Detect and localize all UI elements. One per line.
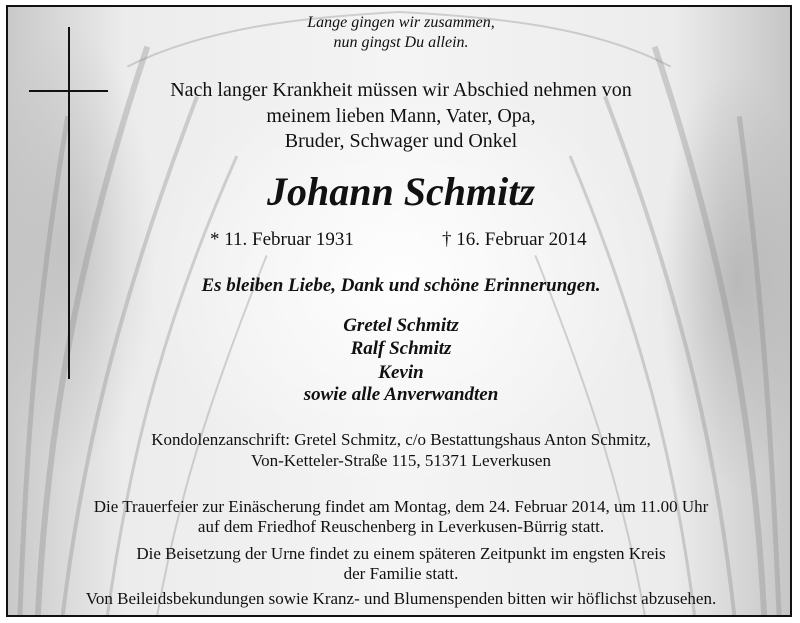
motto-line-2: nun gingst Du allein.	[333, 34, 469, 51]
condolence-address-line-1: Kondolenzanschrift: Gretel Schmitz, c/o Bestattungshaus Anton Schmitz,	[151, 430, 651, 449]
mourner-2: Ralf Schmitz	[350, 338, 452, 359]
burial-info-line-2: der Familie statt.	[343, 564, 459, 583]
death-date: † 16. Februar 2014	[442, 229, 587, 250]
funeral-info-line-2: auf dem Friedhof Reuschenberg in Leverkusen-Bürrig statt.	[197, 517, 605, 536]
obituary-notice	[6, 5, 792, 617]
intro-line-3: Bruder, Schwager und Onkel	[284, 130, 518, 152]
mourner-1: Gretel Schmitz	[343, 315, 459, 336]
birth-date: * 11. Februar 1931	[210, 229, 354, 250]
memorial-quote: Es bleiben Liebe, Dank und schöne Erinnerungen.	[201, 275, 601, 296]
burial-info-line-1: Die Beisetzung der Urne findet zu einem späteren Zeitpunkt im engsten Kreis	[136, 544, 666, 563]
deceased-name: Johann Schmitz	[267, 169, 535, 214]
donation-request: Von Beileidsbekundungen sowie Kranz- und Blumenspenden bitten wir höflichst abzusehen.	[85, 589, 717, 608]
intro-line-2: meinem lieben Mann, Vater, Opa,	[266, 105, 536, 127]
intro-line-1: Nach langer Krankheit müssen wir Abschied nehmen von	[170, 79, 632, 101]
mourner-3: Kevin	[378, 362, 424, 383]
motto-line-1: Lange gingen wir zusammen,	[307, 14, 495, 31]
mourner-4: sowie alle Anverwandten	[303, 384, 499, 405]
funeral-info-line-1: Die Trauerfeier zur Einäscherung findet am Montag, dem 24. Februar 2014, um 11.00 Uhr	[93, 497, 709, 516]
condolence-address-line-2: Von-Ketteler-Straße 115, 51371 Leverkusen	[251, 451, 551, 470]
